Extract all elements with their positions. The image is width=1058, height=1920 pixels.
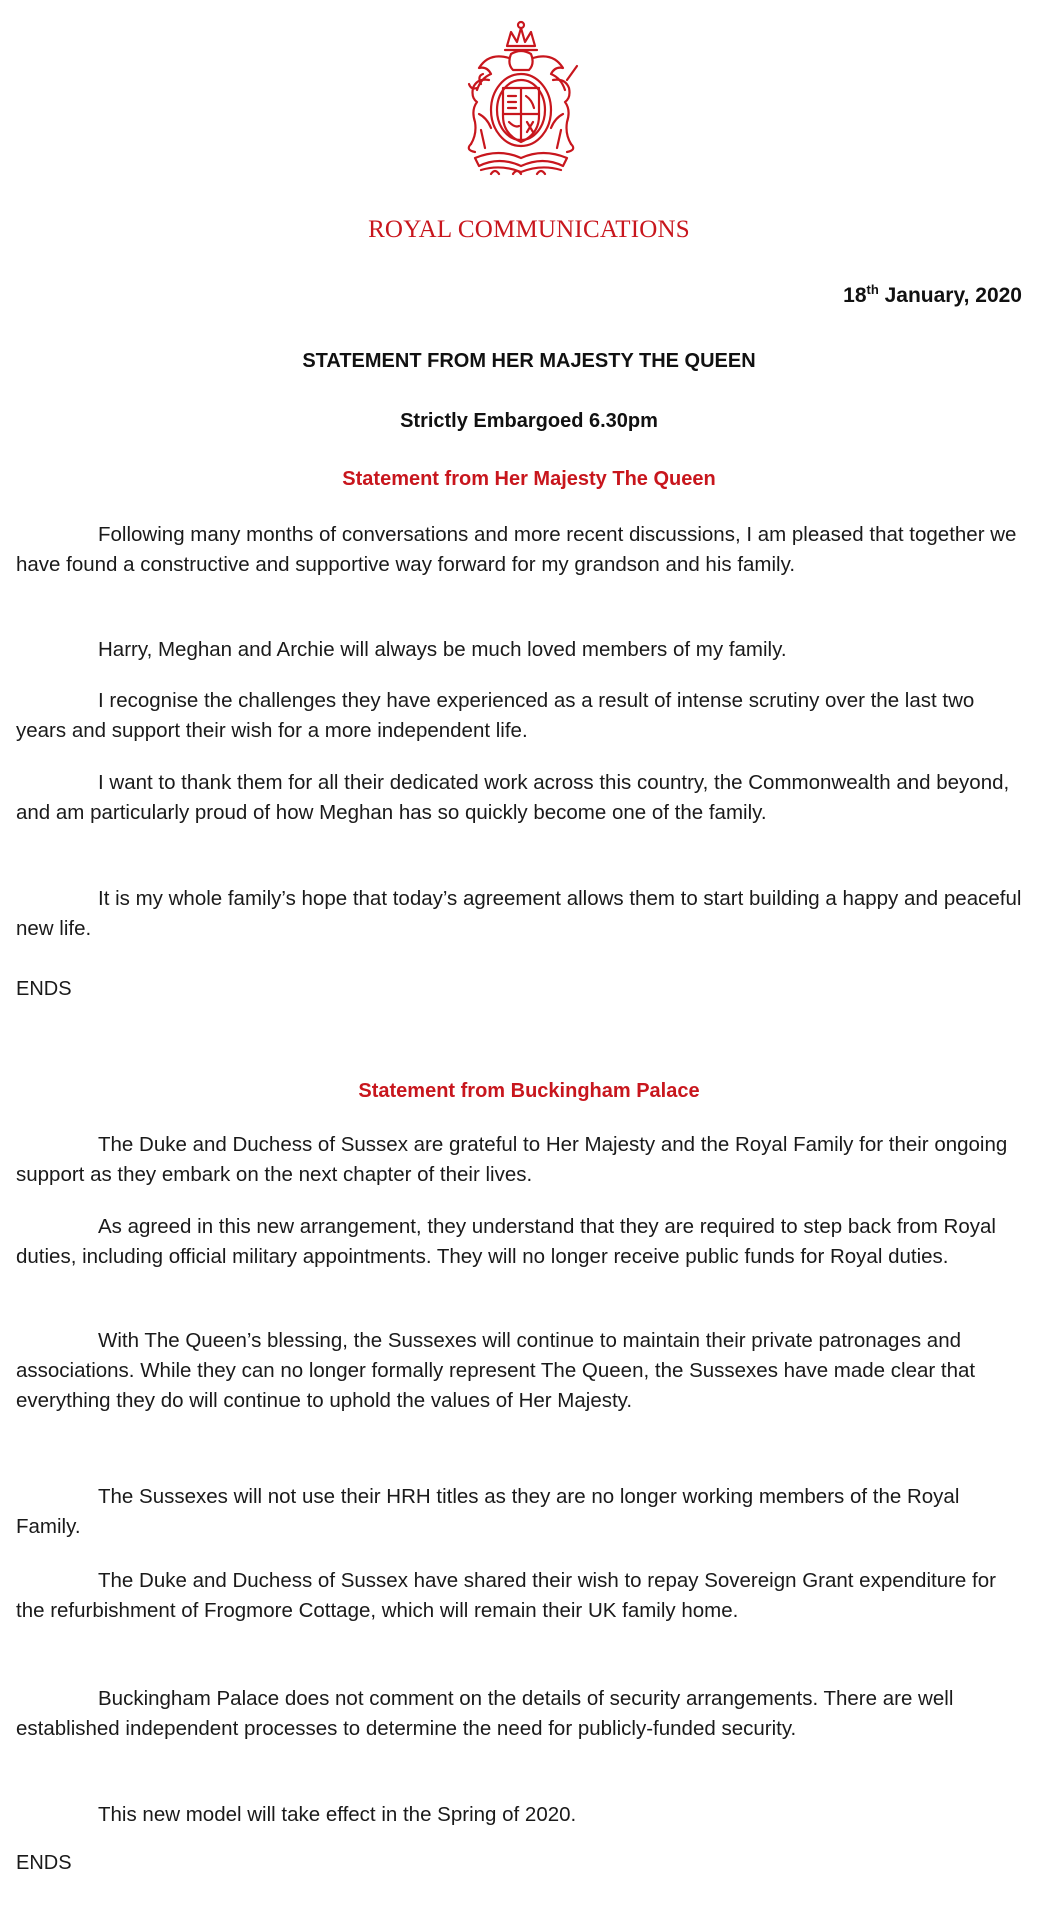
palace-paragraph-3: With The Queen’s blessing, the Sussexes will continue to maintain their private patronages and associations. While they can no longer formally represent The Queen, the Sussexes have made clear that everything they do will continue to uphold the values of Her Majesty. [16,1329,976,1412]
palace-paragraph-2: As agreed in this new arrangement, they understand that they are required to step back from Royal duties, including official military appointments. They will no longer receive public funds for Royal duties. [16,1215,996,1268]
palace-paragraph-7: This new model will take effect in the Spring of 2020. [98,1803,577,1826]
palace-statement-title: Statement from Buckingham Palace [358,1080,700,1102]
palace-paragraph-6: Buckingham Palace does not comment on the details of security arrangements. There are well established independent processes to determine the need for publicly-funded security. [16,1687,954,1740]
embargo-notice: Strictly Embargoed 6.30pm [400,410,658,432]
palace-paragraph-5: The Duke and Duchess of Sussex have shared their wish to repay Sovereign Grant expenditure for the refurbishment of Frogmore Cottage, which will remain their UK family home. [16,1569,996,1622]
statement-main-title: STATEMENT FROM HER MAJESTY THE QUEEN [302,350,756,372]
queen-statement-title: Statement from Her Majesty The Queen [342,468,716,490]
statement-date: 18th January, 2020 [843,282,1022,307]
queen-paragraph-2: Harry, Meghan and Archie will always be much loved members of my family. [98,638,787,661]
queen-paragraph-1: Following many months of conversations and more recent discussions, I am pleased that together we have found a constructive and supportive way forward for my grandson and his family. [16,523,1017,576]
palace-statement-ends: ENDS [16,1852,72,1874]
royal-coat-of-arms-icon [441,18,601,178]
palace-paragraph-1: The Duke and Duchess of Sussex are grateful to Her Majesty and the Royal Family for their ongoing support as they embark on the next chapter of their lives. [16,1133,1008,1186]
queen-paragraph-3: I recognise the challenges they have experienced as a result of intense scrutiny over the last two years and support their wish for a more independent life. [16,689,975,742]
letterhead-title: ROYAL COMMUNICATIONS [368,216,690,243]
queen-paragraph-5: It is my whole family’s hope that today’s agreement allows them to start building a happy and peaceful new life. [16,887,1022,940]
palace-paragraph-4: The Sussexes will not use their HRH titles as they are no longer working members of the Royal Family. [16,1485,960,1538]
queen-statement-ends: ENDS [16,978,72,1000]
queen-paragraph-4: I want to thank them for all their dedicated work across this country, the Commonwealth and beyond, and am particularly proud of how Meghan has so quickly become one of the family. [16,771,1010,824]
